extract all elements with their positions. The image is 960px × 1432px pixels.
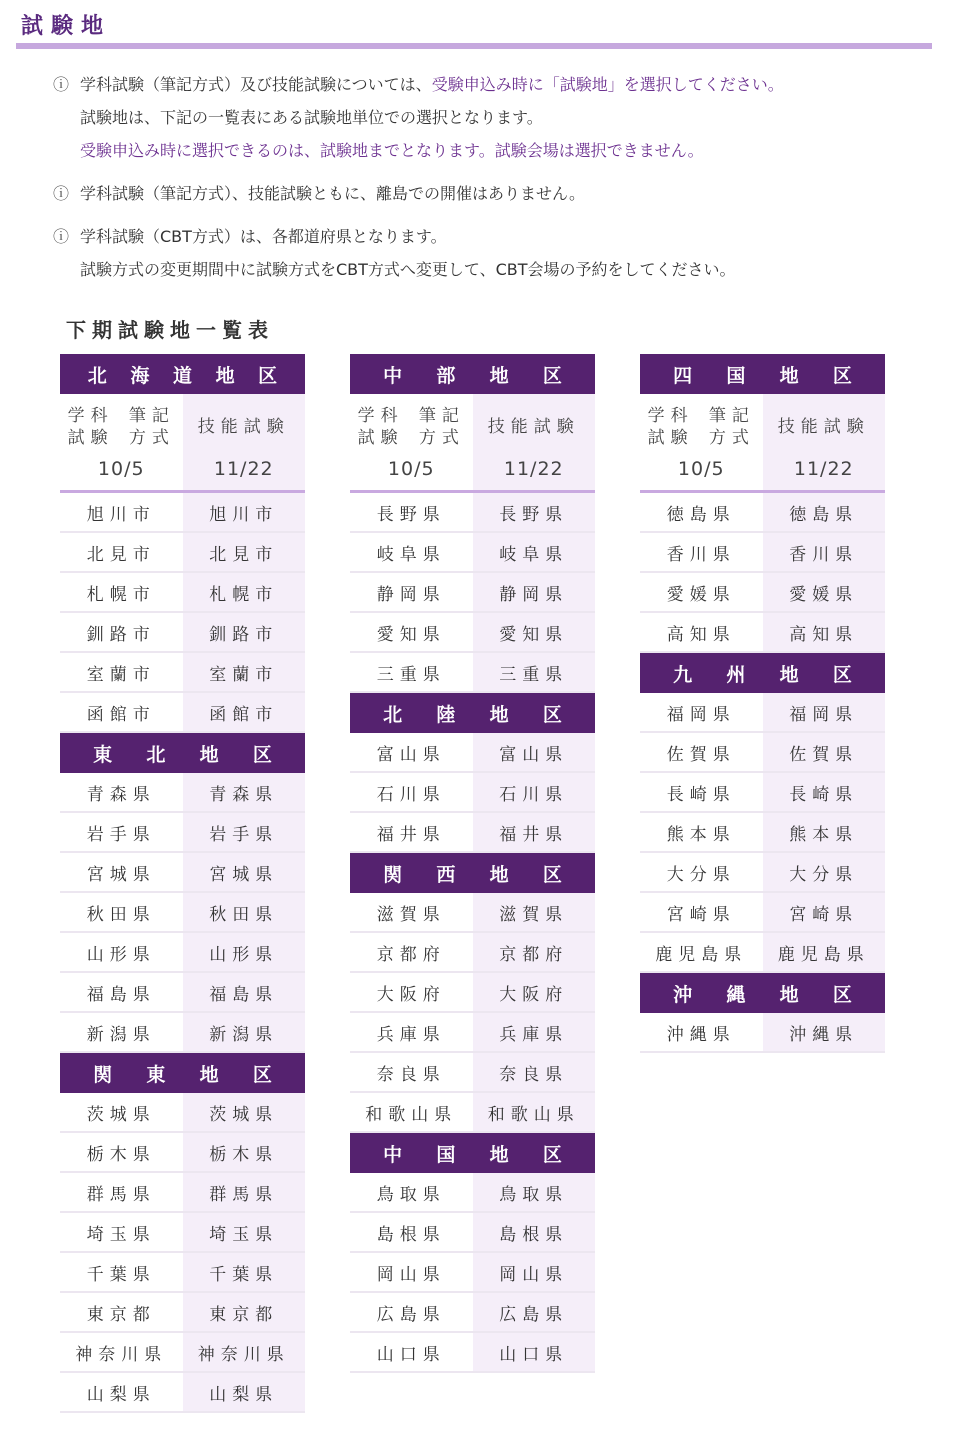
page-title: 試験地 — [21, 14, 112, 39]
skill-exam-site: 千葉県 — [183, 1253, 306, 1291]
written-exam-site: 札幌市 — [86, 584, 156, 605]
region-char: 区 — [542, 863, 562, 886]
region-char: 中 — [383, 364, 403, 387]
written-exam-site: 宮崎県 — [666, 904, 736, 925]
region-char: 道 — [172, 364, 192, 387]
written-exam-site: 沖縄県 — [666, 1024, 736, 1045]
written-exam-header — [350, 394, 473, 490]
written-exam-site: 秋田県 — [86, 904, 156, 925]
table-row — [350, 493, 595, 533]
written-exam-site: 北見市 — [86, 544, 156, 565]
written-exam-site: 滋賀県 — [376, 904, 446, 925]
region-char: 国 — [436, 1143, 456, 1166]
skill-exam-site: 宮城県 — [183, 853, 306, 891]
skill-exam-site: 京都府 — [473, 933, 596, 971]
region-char: 区 — [832, 663, 852, 686]
written-exam-site: 東京都 — [86, 1304, 156, 1325]
table-row — [350, 573, 595, 613]
note-text: 試験方式の変更期間中に試験方式をCBT方式へ変更して、CBT会場の予約をしてください。 — [80, 260, 736, 279]
region-header — [640, 354, 885, 394]
skill-exam-site: 栃木県 — [183, 1133, 306, 1171]
region-char: 地 — [215, 364, 235, 387]
list-title: 下期試験地一覧表 — [66, 318, 274, 342]
skill-exam-site: 沖縄県 — [763, 1013, 886, 1051]
written-exam-site: 室蘭市 — [86, 664, 156, 685]
region-char: 沖 — [673, 983, 693, 1006]
skill-exam-site: 三重県 — [473, 653, 596, 691]
written-exam-site: 徳島県 — [666, 504, 736, 525]
written-exam-site: 栃木県 — [86, 1144, 156, 1165]
skill-exam-site: 香川県 — [763, 533, 886, 571]
table-row — [60, 493, 305, 533]
skill-exam-site: 青森県 — [183, 773, 306, 811]
skill-exam-site: 福島県 — [183, 973, 306, 1011]
skill-exam-site: 島根県 — [473, 1213, 596, 1251]
region-char: 北 — [146, 743, 166, 766]
written-exam-site: 三重県 — [376, 664, 446, 685]
table-row — [60, 973, 305, 1013]
skill-exam-site: 高知県 — [763, 613, 886, 651]
skill-exam-site: 神奈川県 — [183, 1333, 306, 1371]
table-row — [350, 1333, 595, 1373]
table-row — [350, 733, 595, 773]
skill-exam-site: 群馬県 — [183, 1173, 306, 1211]
table-row — [60, 893, 305, 933]
table-row — [350, 1053, 595, 1093]
skill-exam-site: 岩手県 — [183, 813, 306, 851]
table-row — [60, 1133, 305, 1173]
table-row — [640, 773, 885, 813]
written-exam-site: 鹿児島県 — [655, 944, 748, 965]
written-exam-site: 福島県 — [86, 984, 156, 1005]
skill-exam-site: 旭川市 — [183, 493, 306, 531]
note-text: 学科試験（筆記方式）、技能試験ともに、離島での開催はありません。 — [80, 184, 585, 203]
skill-exam-site: 福岡県 — [763, 693, 886, 731]
region-column-3 — [640, 354, 885, 1053]
written-exam-site: 長野県 — [376, 504, 446, 525]
table-row — [60, 773, 305, 813]
written-exam-site: 長崎県 — [666, 784, 736, 805]
info-note — [50, 220, 930, 286]
written-exam-site: 岩手県 — [86, 824, 156, 845]
written-exam-site: 福岡県 — [666, 704, 736, 725]
table-row — [60, 1253, 305, 1293]
highlight-text: 受験申込み時に「試験地」を選択してください。 — [431, 75, 784, 94]
region-char: 部 — [436, 364, 456, 387]
skill-exam-site: 岐阜県 — [473, 533, 596, 571]
written-exam-label: 学科試験 筆記方式 — [67, 406, 175, 448]
skill-exam-site: 北見市 — [183, 533, 306, 571]
table-column-header — [640, 394, 885, 493]
table-row — [640, 733, 885, 773]
written-exam-site: 熊本県 — [666, 824, 736, 845]
table-row — [640, 933, 885, 973]
table-row — [350, 1173, 595, 1213]
written-exam-header — [640, 394, 763, 490]
region-char: 区 — [832, 364, 852, 387]
written-exam-label: 学科試験 筆記方式 — [357, 406, 465, 448]
written-exam-date: 10/5 — [97, 458, 145, 480]
skill-exam-site: 室蘭市 — [183, 653, 306, 691]
skill-exam-site: 釧路市 — [183, 613, 306, 651]
skill-exam-site: 長崎県 — [763, 773, 886, 811]
region-char: 区 — [542, 703, 562, 726]
info-note — [50, 68, 930, 167]
written-exam-site: 富山県 — [376, 744, 446, 765]
table-row — [60, 933, 305, 973]
written-exam-site: 大分県 — [666, 864, 736, 885]
table-row — [350, 1253, 595, 1293]
region-char: 地 — [779, 983, 799, 1006]
note-line — [80, 68, 930, 101]
table-row — [640, 613, 885, 653]
region-char: 北 — [87, 364, 107, 387]
note-line — [80, 101, 930, 134]
skill-exam-date: 11/22 — [213, 458, 274, 480]
table-row — [60, 613, 305, 653]
note-line — [80, 177, 930, 210]
written-exam-site: 島根県 — [376, 1224, 446, 1245]
skill-exam-site: 福井県 — [473, 813, 596, 851]
skill-exam-label: 技能試験 — [487, 417, 580, 437]
skill-exam-site: 宮崎県 — [763, 893, 886, 931]
skill-exam-site: 滋賀県 — [473, 893, 596, 931]
table-row — [640, 893, 885, 933]
table-column-header — [60, 394, 305, 493]
table-row — [350, 1293, 595, 1333]
written-exam-site: 奈良県 — [376, 1064, 446, 1085]
table-row — [60, 1293, 305, 1333]
region-char: 中 — [383, 1143, 403, 1166]
written-exam-site: 香川県 — [666, 544, 736, 565]
table-row — [60, 1213, 305, 1253]
written-exam-site: 新潟県 — [86, 1024, 156, 1045]
table-row — [350, 613, 595, 653]
region-char: 地 — [199, 743, 219, 766]
skill-exam-site: 山口県 — [473, 1333, 596, 1371]
region-header — [350, 1133, 595, 1173]
note-line — [80, 220, 930, 253]
info-icon: ⓘ — [53, 75, 70, 94]
table-row — [350, 653, 595, 693]
info-icon: ⓘ — [53, 227, 70, 246]
skill-exam-site: 広島県 — [473, 1293, 596, 1331]
skill-exam-site: 新潟県 — [183, 1013, 306, 1051]
region-char: 地 — [489, 703, 509, 726]
skill-exam-site: 函館市 — [183, 693, 306, 731]
written-exam-site: 千葉県 — [86, 1264, 156, 1285]
table-row — [350, 1093, 595, 1133]
written-exam-site: 群馬県 — [86, 1184, 156, 1205]
table-row — [350, 773, 595, 813]
region-char: 区 — [252, 743, 272, 766]
note-text: 試験地は、下記の一覧表にある試験地単位での選択となります。 — [80, 108, 543, 127]
table-row — [350, 973, 595, 1013]
region-header — [60, 733, 305, 773]
written-exam-site: 静岡県 — [376, 584, 446, 605]
table-row — [60, 1013, 305, 1053]
region-char: 九 — [673, 663, 693, 686]
region-char: 州 — [726, 663, 746, 686]
region-char: 東 — [93, 743, 113, 766]
written-exam-site: 釧路市 — [86, 624, 156, 645]
table-row — [60, 653, 305, 693]
table-row — [640, 493, 885, 533]
table-row — [60, 813, 305, 853]
table-row — [350, 813, 595, 853]
written-exam-date: 10/5 — [677, 458, 725, 480]
skill-exam-site: 札幌市 — [183, 573, 306, 611]
written-exam-header — [60, 394, 183, 490]
table-row — [60, 1333, 305, 1373]
info-note — [50, 177, 930, 210]
note-text: 学科試験（CBT方式）は、各都道府県となります。 — [80, 227, 447, 246]
written-exam-site: 福井県 — [376, 824, 446, 845]
region-char: 地 — [489, 863, 509, 886]
region-char: 西 — [436, 863, 456, 886]
region-header — [60, 1053, 305, 1093]
written-exam-site: 青森県 — [86, 784, 156, 805]
region-char: 地 — [779, 364, 799, 387]
region-char: 縄 — [726, 983, 746, 1006]
written-exam-site: 京都府 — [376, 944, 446, 965]
region-header — [350, 693, 595, 733]
written-exam-site: 山梨県 — [86, 1384, 156, 1405]
skill-exam-site: 鹿児島県 — [763, 933, 886, 971]
skill-exam-date: 11/22 — [503, 458, 564, 480]
note-line — [80, 253, 930, 286]
written-exam-site: 山形県 — [86, 944, 156, 965]
table-row — [640, 813, 885, 853]
table-row — [640, 853, 885, 893]
written-exam-site: 和歌山県 — [365, 1104, 458, 1125]
written-exam-label: 学科試験 筆記方式 — [647, 406, 755, 448]
table-row — [640, 1013, 885, 1053]
region-char: 陸 — [436, 703, 456, 726]
table-row — [350, 1213, 595, 1253]
skill-exam-site: 石川県 — [473, 773, 596, 811]
table-row — [640, 693, 885, 733]
region-char: 区 — [832, 983, 852, 1006]
written-exam-site: 大阪府 — [376, 984, 446, 1005]
skill-exam-site: 秋田県 — [183, 893, 306, 931]
skill-exam-site: 岡山県 — [473, 1253, 596, 1291]
table-row — [350, 933, 595, 973]
written-exam-site: 山口県 — [376, 1344, 446, 1365]
table-row — [60, 1373, 305, 1413]
region-char: 北 — [383, 703, 403, 726]
region-header — [60, 354, 305, 394]
skill-exam-site: 東京都 — [183, 1293, 306, 1331]
region-char: 区 — [542, 1143, 562, 1166]
skill-exam-site: 富山県 — [473, 733, 596, 771]
title-underline — [16, 43, 932, 49]
skill-exam-header — [763, 394, 886, 490]
written-exam-site: 茨城県 — [86, 1104, 156, 1125]
region-char: 地 — [199, 1063, 219, 1086]
region-char: 地 — [489, 1143, 509, 1166]
written-exam-date: 10/5 — [387, 458, 435, 480]
skill-exam-site: 静岡県 — [473, 573, 596, 611]
written-exam-site: 旭川市 — [86, 504, 156, 525]
note-line — [80, 134, 930, 167]
skill-exam-site: 大阪府 — [473, 973, 596, 1011]
skill-exam-site: 愛知県 — [473, 613, 596, 651]
region-char: 区 — [542, 364, 562, 387]
notes-section — [50, 68, 930, 286]
skill-exam-site: 茨城県 — [183, 1093, 306, 1131]
written-exam-site: 広島県 — [376, 1304, 446, 1325]
written-exam-site: 佐賀県 — [666, 744, 736, 765]
skill-exam-site: 埼玉県 — [183, 1213, 306, 1251]
skill-exam-header — [473, 394, 596, 490]
note-text: 学科試験（筆記方式）及び技能試験については、 — [80, 75, 432, 94]
region-header — [640, 973, 885, 1013]
table-row — [640, 573, 885, 613]
table-row — [350, 1013, 595, 1053]
region-header — [350, 354, 595, 394]
written-exam-site: 愛媛県 — [666, 584, 736, 605]
skill-exam-date: 11/22 — [793, 458, 854, 480]
skill-exam-site: 鳥取県 — [473, 1173, 596, 1211]
table-column-header — [350, 394, 595, 493]
highlight-text: 受験申込み時に選択できるのは、試験地までとなります。試験会場は選択できません。 — [80, 141, 704, 160]
written-exam-site: 岐阜県 — [376, 544, 446, 565]
region-char: 東 — [146, 1063, 166, 1086]
region-char: 地 — [489, 364, 509, 387]
table-row — [60, 693, 305, 733]
region-column-1 — [60, 354, 305, 1413]
skill-exam-site: 大分県 — [763, 853, 886, 891]
table-row — [350, 533, 595, 573]
table-row — [60, 573, 305, 613]
region-char: 関 — [383, 863, 403, 886]
written-exam-site: 埼玉県 — [86, 1224, 156, 1245]
written-exam-site: 愛知県 — [376, 624, 446, 645]
skill-exam-site: 山形県 — [183, 933, 306, 971]
region-char: 区 — [258, 364, 278, 387]
written-exam-site: 鳥取県 — [376, 1184, 446, 1205]
written-exam-site: 神奈川県 — [75, 1344, 168, 1365]
table-row — [60, 533, 305, 573]
table-row — [640, 533, 885, 573]
skill-exam-site: 佐賀県 — [763, 733, 886, 771]
skill-exam-label: 技能試験 — [197, 417, 290, 437]
skill-exam-header — [183, 394, 306, 490]
skill-exam-site: 兵庫県 — [473, 1013, 596, 1051]
region-char: 海 — [130, 364, 150, 387]
written-exam-site: 高知県 — [666, 624, 736, 645]
written-exam-site: 岡山県 — [376, 1264, 446, 1285]
region-column-2 — [350, 354, 595, 1373]
skill-exam-site: 徳島県 — [763, 493, 886, 531]
skill-exam-label: 技能試験 — [777, 417, 870, 437]
skill-exam-site: 熊本県 — [763, 813, 886, 851]
table-row — [60, 1173, 305, 1213]
region-char: 四 — [673, 364, 693, 387]
written-exam-site: 石川県 — [376, 784, 446, 805]
skill-exam-site: 奈良県 — [473, 1053, 596, 1091]
region-char: 国 — [726, 364, 746, 387]
region-header — [350, 853, 595, 893]
table-row — [60, 1093, 305, 1133]
written-exam-site: 宮城県 — [86, 864, 156, 885]
skill-exam-site: 長野県 — [473, 493, 596, 531]
table-row — [60, 853, 305, 893]
info-icon: ⓘ — [53, 184, 70, 203]
table-row — [350, 893, 595, 933]
written-exam-site: 兵庫県 — [376, 1024, 446, 1045]
skill-exam-site: 愛媛県 — [763, 573, 886, 611]
region-char: 地 — [779, 663, 799, 686]
region-char: 区 — [252, 1063, 272, 1086]
written-exam-site: 函館市 — [86, 704, 156, 725]
skill-exam-site: 山梨県 — [183, 1373, 306, 1411]
skill-exam-site: 和歌山県 — [473, 1093, 596, 1131]
region-header — [640, 653, 885, 693]
region-char: 関 — [93, 1063, 113, 1086]
